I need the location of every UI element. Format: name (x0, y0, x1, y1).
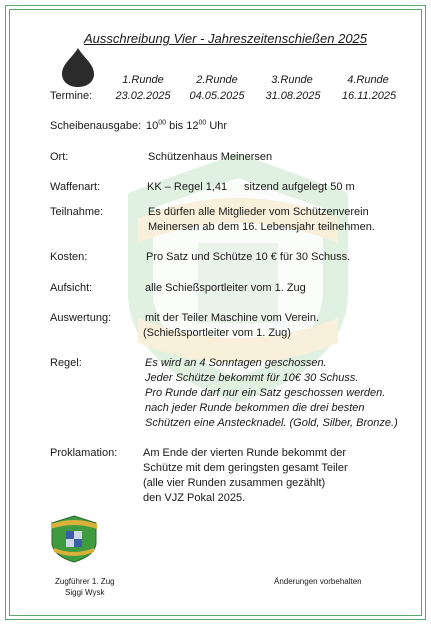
termine-label: Termine: (50, 90, 93, 102)
waffenart-value: KK – Regel 1,41 (147, 181, 228, 193)
waffenart-label: Waffenart: (50, 181, 101, 193)
regel-line: Pro Runde darf nur ein Satz geschossen werden. (145, 387, 386, 399)
ort-label: Ort: (50, 151, 69, 163)
proklamation-line: (alle vier Runden zusammen gezählt) (143, 477, 326, 489)
round-3-date: 31.08.2025 (265, 90, 321, 102)
regel-line: Schützen eine Anstecknadel. (Gold, Silber, Bronze.) (145, 417, 398, 429)
waffenart-extra: sitzend aufgelegt 50 m (244, 181, 355, 193)
aufsicht-label: Aufsicht: (50, 282, 93, 294)
proklamation-line: Schütze mit dem geringsten gesamt Teiler (143, 462, 348, 474)
round-4-date: 16.11.2025 (341, 90, 397, 102)
round-1-name: 1.Runde (122, 74, 164, 86)
kosten-value: Pro Satz und Schütze 10 € für 30 Schuss. (146, 251, 351, 263)
scheibenausgabe-time: $10^{00}$ bis $12^{00}$ Uhr (146, 119, 228, 132)
regel-line: Jeder Schütze bekommt für 10€ 30 Schuss. (145, 372, 359, 384)
scheibenausgabe-label: Scheibenausgabe: (50, 120, 142, 132)
auswertung-line: (Schießsportleiter vom 1. Zug) (143, 327, 291, 339)
round-1-date: 23.02.2025 (115, 90, 171, 102)
regel-line: Es wird an 4 Sonntagen geschossen. (145, 357, 327, 369)
round-2-date: 04.05.2025 (189, 90, 245, 102)
drop-icon (60, 46, 96, 88)
round-4-name: 4.Runde (347, 74, 389, 86)
round-2-name: 2.Runde (196, 74, 238, 86)
regel-line: nach jeder Runde bekommen die drei besten (145, 402, 365, 414)
footer-disclaimer: Änderungen vorbehalten (274, 577, 362, 586)
round-3-name: 3.Runde (271, 74, 313, 86)
regel-label: Regel: (50, 357, 82, 369)
teilnahme-label: Teilnahme: (50, 206, 104, 218)
proklamation-line: Am Ende der vierten Runde bekommt der (143, 447, 346, 459)
auswertung-label: Auswertung: (50, 312, 112, 324)
footer-signature-role: Zugführer 1. Zug (55, 577, 115, 586)
club-logo-icon (49, 514, 99, 564)
ort-value: Schützenhaus Meinersen (148, 151, 273, 163)
page-title: Ausschreibung Vier - Jahreszeitenschießen 2025 (83, 31, 368, 46)
kosten-label: Kosten: (50, 251, 88, 263)
auswertung-line: mit der Teiler Maschine vom Verein. (145, 312, 320, 324)
footer-signature-name: Siggi Wysk (65, 588, 105, 597)
teilnahme-line: Meinersen ab dem 16. Lebensjahr teilnehmen. (148, 221, 375, 233)
proklamation-line: den VJZ Pokal 2025. (143, 492, 246, 504)
proklamation-label: Proklamation: (50, 447, 118, 459)
aufsicht-value: alle Schießsportleiter vom 1. Zug (145, 282, 306, 294)
teilnahme-line: Es dürfen alle Mitglieder vom Schützenverein (148, 206, 369, 218)
